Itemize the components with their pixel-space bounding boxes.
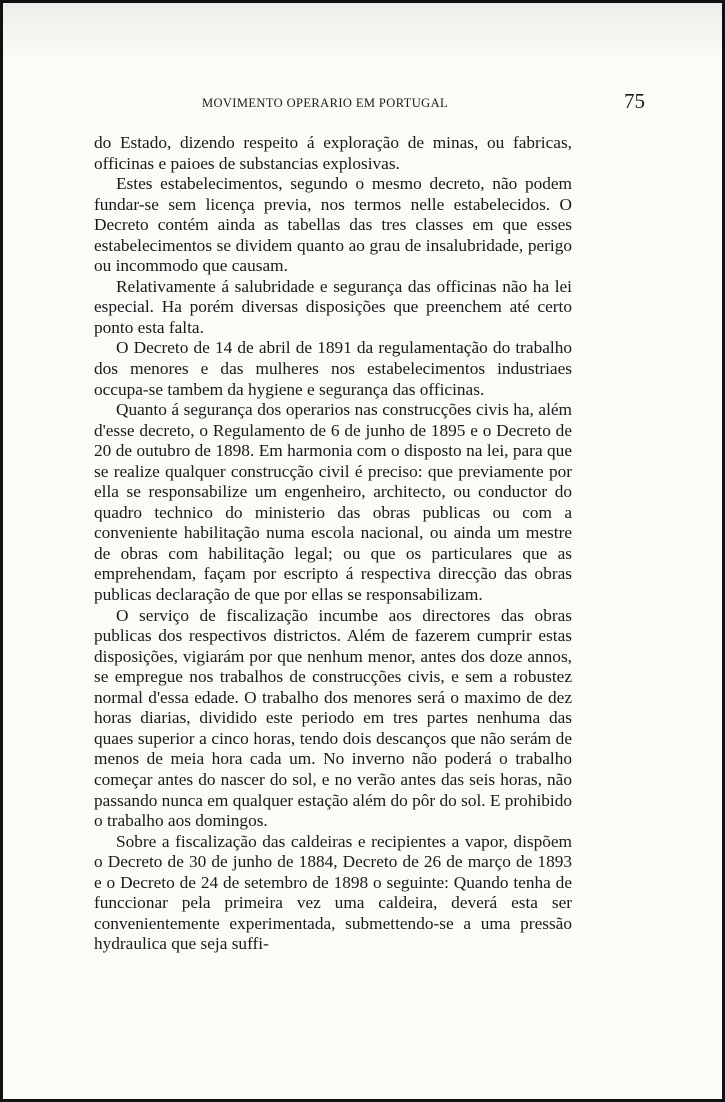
scan-shadow (3, 3, 722, 58)
paragraph: Quanto á segurança dos operarios nas construcções civis ha, além d'esse decreto, o Regulamento de 6 de junho de 1895 e o Decreto de 20 de outubro de 1898. Em harmonia com o disposto na lei, para que se realize qualquer construcção civil é preciso: que previamente por ella se responsabilize um engenheiro, architecto, ou conductor do quadro technico do ministerio das obras publicas ou com a conveniente habilitação numa escola nacional, ou ainda um mestre de obras com habilitação legal; ou que os particulares que as emprehendam, façam por escripto á respectiva direcção das obras publicas declaração de que por ellas se responsabilizam. (94, 400, 572, 605)
paragraph: Sobre a fiscalização das caldeiras e recipientes a vapor, dispõem o Decreto de 30 de junho de 1884, Decreto de 26 de março de 1893 e o Decreto de 24 de setembro de 1898 o seguinte: Quando tenha de funccionar pela primeira vez uma caldeira, deverá esta ser convenientemente experimentada, submettendo-se a uma pressão hydraulica que seja suffi- (94, 831, 572, 954)
paragraph: Relativamente á salubridade e segurança das officinas não ha lei especial. Ha porém diversas disposições que preenchem até certo ponto esta falta. (94, 276, 572, 337)
paragraph: O serviço de fiscalização incumbe aos directores das obras publicas dos respectivos districtos. Além de fazerem cumprir estas disposições, vigiarám por que nenhum menor, antes dos doze annos, se empregue nos trabalhos de construcções civis, e sem a robustez normal d'essa edade. O trabalho dos menores será o maximo de dez horas diarias, dividido este periodo em tres partes nenhuma das quaes superior a cinco horas, tendo dois descanços que não serám de menos de meia hora cada um. No inverno não poderá o trabalho começar antes do nascer do sol, e no verão antes das seis horas, não passando nunca em qualquer estação além do pôr do sol. E prohibido o trabalho aos domingos. (94, 605, 572, 831)
paragraph-continued: do Estado, dizendo respeito á exploração de minas, ou fabricas, officinas e paioes de substancias explosivas. (94, 133, 572, 173)
paragraph: O Decreto de 14 de abril de 1891 da regulamentação do trabalho dos menores e das mulheres nos estabelecimentos industriaes occupa-se tambem da hygiene e segurança das officinas. (94, 338, 572, 399)
paragraph: Estes estabelecimentos, segundo o mesmo decreto, não podem fundar-se sem licença previa, nos termos nelle estabelecidos. O Decreto contém ainda as tabellas das tres classes em que esses estabelecimentos se dividem quanto ao grau de insalubridade, perigo ou incommodo que causam. (94, 174, 572, 276)
body-text (94, 133, 572, 955)
page-number: 75 (624, 89, 645, 113)
page-header (85, 89, 645, 119)
running-title: MOVIMENTO OPERARIO EM PORTUGAL (201, 96, 449, 110)
